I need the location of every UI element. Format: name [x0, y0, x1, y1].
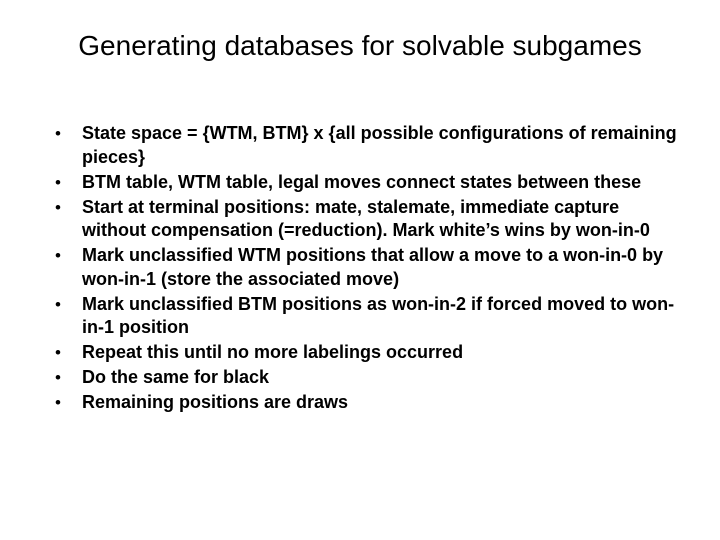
bullet-text: BTM table, WTM table, legal moves connect states between these [82, 171, 642, 192]
bullet-icon: • [55, 246, 61, 265]
bullet-icon: • [55, 294, 61, 314]
bullet-text: Mark unclassified WTM positions that allow a move to a won-in-0 by won-in-1 (store the associated move) [82, 245, 664, 289]
bullet-icon: • [55, 393, 61, 412]
bullet-icon: • [55, 124, 61, 143]
bullet-list [54, 122, 684, 416]
bullet-text: Mark unclassified BTM positions as won-in-2 if forced moved to won-in-1 position [82, 293, 675, 337]
bullet-icon: • [55, 172, 61, 192]
bullet-item [54, 196, 684, 243]
bullet-text: Repeat this until no more labelings occurred [82, 342, 464, 362]
bullet-item [54, 244, 684, 291]
bullet-text: State space = {WTM, BTM} x {all possible configurations of remaining pieces} [82, 123, 677, 167]
bullet-item [54, 171, 684, 195]
bullet-item [54, 341, 684, 365]
bullet-item [54, 391, 684, 415]
slide-title: Generating databases for solvable subgames [78, 30, 642, 61]
bullet-icon: • [55, 197, 61, 217]
bullet-text: Start at terminal positions: mate, stalemate, immediate capture without compensation (=reduction). Mark white’s wins by won-in-0 [82, 196, 650, 240]
bullet-icon: • [55, 343, 61, 362]
bullet-text: Remaining positions are draws [82, 392, 349, 412]
bullet-item [54, 293, 684, 340]
bullet-text: Do the same for black [82, 367, 270, 387]
bullet-item [54, 122, 684, 169]
bullet-item [54, 366, 684, 390]
bullet-icon: • [55, 368, 61, 387]
